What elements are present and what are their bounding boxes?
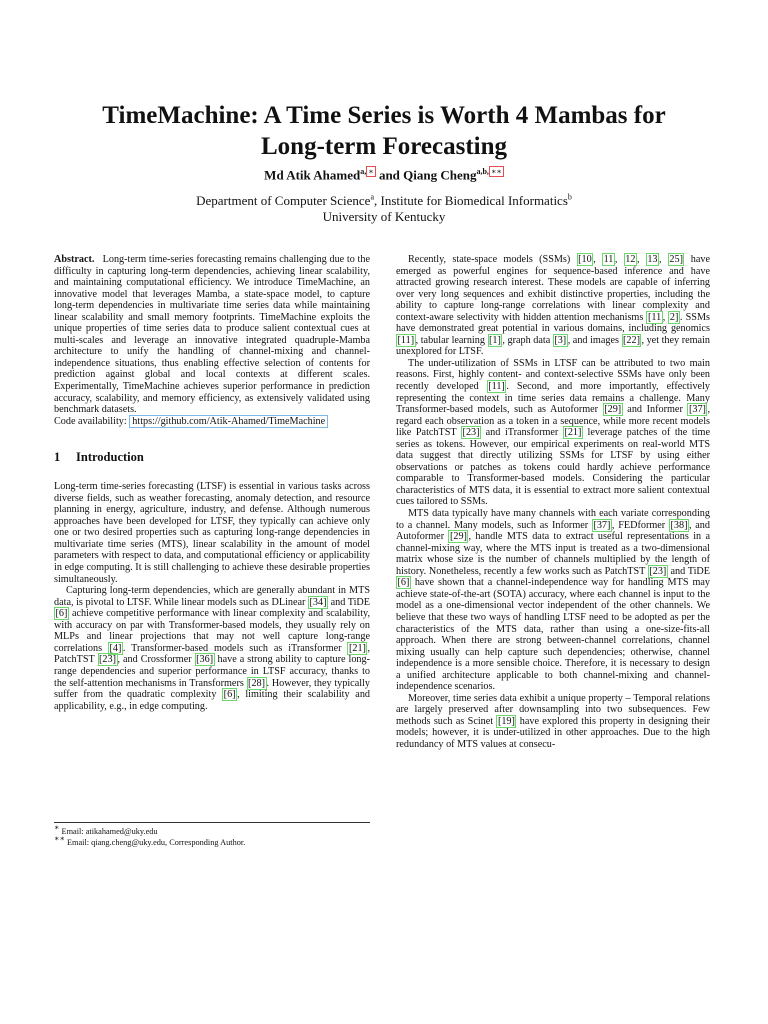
paragraph-text: . SSMs have demonstrated great potential in various domains, including genomics <box>396 311 711 335</box>
citation-link[interactable]: [22] <box>623 334 640 346</box>
section-title: Introduction <box>76 450 144 465</box>
paragraph-text: , regard each observation as a token in a sequence, while more recent models like PatchTST <box>396 404 710 439</box>
downsampling-paragraph <box>396 693 710 751</box>
paragraph-text: and Informer <box>622 404 688 416</box>
channel-paragraph <box>396 508 710 693</box>
citation-link[interactable]: 11 <box>603 254 614 265</box>
citation-link[interactable]: [36] <box>196 654 214 666</box>
paragraph-text: . Second, and more importantly, effectively representing the context in time series data remains a challenge. Many Transformer-based models, such as Autoformer <box>396 381 711 416</box>
paragraph-text: , <box>614 254 624 265</box>
affiliation-text: Department of Computer Science <box>196 193 371 208</box>
author-name: Qiang Cheng <box>403 167 477 183</box>
citation-link[interactable]: [6] <box>397 577 410 589</box>
author-name: Md Atik Ahamed <box>264 167 361 183</box>
citation-link[interactable]: [21] <box>564 427 582 439</box>
abstract <box>54 254 370 416</box>
underutilization-paragraph <box>396 358 710 508</box>
paragraph-text: , and images <box>567 334 622 346</box>
citation-link[interactable]: [23] <box>649 565 667 577</box>
affiliations <box>40 193 728 225</box>
code-availability-label: Code availability: <box>54 415 127 427</box>
ssm-paragraph <box>396 254 710 358</box>
paragraph-text: , handle MTS data to extract useful representations in a channel-mixing way, where the MTS input is treated as a two-dimensional matrix whose size is the number of channels multiplied by the length of history. Nonetheless, recently a few works such as PatchTST <box>396 531 711 577</box>
citation-link[interactable]: [4] <box>109 642 122 654</box>
citation-link[interactable]: [23] <box>462 427 480 439</box>
paragraph-text: . Transformer-based models such as iTransformer <box>122 642 348 654</box>
section-heading <box>54 450 370 465</box>
paragraph-text: , yet they remain unexplored for LTSF. <box>396 334 710 358</box>
author-separator: and <box>375 167 404 183</box>
paragraph-text: have explored this property in designing their models; however, it is under-utilized in other approaches. Due to the high redundancy of MTS values at consecu- <box>396 715 710 750</box>
paragraph-text: , tabular learning <box>415 334 488 346</box>
citation-link[interactable]: 25] <box>669 254 683 265</box>
section-number: 1 <box>54 450 61 465</box>
citation-link[interactable]: [37] <box>688 404 706 416</box>
footnote-mark: ∗∗ <box>54 834 65 844</box>
footnote-1 <box>54 823 370 837</box>
affiliation-mark: a, <box>360 167 367 176</box>
citation-link[interactable]: 12 <box>625 254 636 265</box>
paper-title <box>40 100 728 162</box>
paragraph-text: , graph data <box>502 334 553 346</box>
footnote-2 <box>54 834 370 848</box>
citation-link[interactable]: 13 <box>647 254 658 265</box>
paragraph-text: The under-utilization of SSMs in LTSF can be attributed to two main reasons. First, highly content- and context-selective SSMs have only been recently developed <box>396 357 710 393</box>
footnote-text: Email: qiang.cheng@uky.edu, Corresponding Author. <box>64 838 246 847</box>
paragraph-text: , and Autoformer <box>396 519 710 543</box>
citation-link[interactable]: [21] <box>348 642 366 654</box>
footnote-text: Email: atikahamed@uky.edu <box>59 827 158 836</box>
affiliation-university: University of Kentucky <box>322 209 446 224</box>
paragraph-text: , and Crossformer <box>117 654 195 666</box>
footnote-mark: ∗ <box>54 823 60 833</box>
citation-link[interactable]: [11] <box>397 334 415 346</box>
paragraph-text: Moreover, time series data exhibit a unique property – Temporal relations are largely preserved after downsampling into two subsequences. Few methods such as Scinet <box>396 692 710 727</box>
paragraph-text: have emerged as powerful engines for sequence-based inference and have attracted growing research interest. These models are capable of inferring over very long sequences and exhibit distinctive properties, including the ability to capture long-range correlations with linear complexity and context-aware selectivity with hidden attention mechanisms <box>396 254 711 323</box>
intro-paragraph-2 <box>54 585 370 712</box>
paragraph-text: , <box>636 254 646 265</box>
affiliation-mark: a,b, <box>476 167 489 176</box>
paragraph-text: , PatchTST <box>54 642 370 666</box>
paragraph-text: Capturing long-term dependencies, which are generally abundant in MTS data, is pivotal to LTSF. While linear models such as DLinear <box>54 585 370 608</box>
affiliation-mark: b <box>567 192 572 202</box>
footnotes <box>54 823 370 848</box>
paragraph-text: Recently, state-space models (SSMs) <box>408 254 577 265</box>
citation-link[interactable]: [6] <box>55 608 68 620</box>
code-url-link[interactable]: https://github.com/Atik-Ahamed/TimeMachine <box>129 415 328 428</box>
author-list <box>40 166 728 183</box>
paragraph-text: and iTransformer <box>481 427 563 439</box>
paragraph-text: . However, they typically suffer from the quadratic complexity <box>54 677 370 701</box>
right-column <box>396 254 710 751</box>
intro-paragraph-1: Long-term time-series forecasting (LTSF) is essential in various tasks across diverse fields, such as weather forecasting, anomaly detection, and resource planning in energy, agriculture, industry, and defense. Although numerous approaches have been developed for LTSF, they typically can achieve only one or two desired properties such as capturing long-range dependencies in multivariate time series (MTS), linear scalability in the amount of model parameters with respect to data, and computational efficiency or applicability in edge computing. It is still challenging to achieve these desirable properties simultaneously. <box>54 481 370 585</box>
paragraph-text: , FEDformer <box>611 519 669 531</box>
citation-link[interactable]: [1] <box>489 334 501 346</box>
paragraph-text: , <box>593 254 603 265</box>
footnote-divider <box>54 822 370 823</box>
footnote-link[interactable]: ∗∗ <box>490 167 502 176</box>
left-column <box>54 254 370 712</box>
paragraph-text: and TiDE <box>328 596 370 608</box>
footnote-link[interactable]: ∗ <box>368 167 374 176</box>
citation-link[interactable]: [10 <box>578 254 592 265</box>
title-line-1: TimeMachine: A Time Series is Worth 4 Mambas for <box>102 102 666 129</box>
citation-link[interactable]: [38] <box>670 519 688 531</box>
abstract-label: Abstract. <box>54 254 95 265</box>
citation-link[interactable]: [19] <box>497 715 515 727</box>
citation-link[interactable]: [29] <box>604 404 622 416</box>
citation-link[interactable]: [34] <box>309 596 327 608</box>
affiliation-text: , Institute for Biomedical Informatics <box>374 193 568 208</box>
paragraph-text: have shown that a channel-independence way for handling MTS may achieve state-of-the-art (SOTA) accuracy, where each channel is input to the model as a one-dimensional vector independent of the other channels. We believe that these two ways of handling LTSF need to be adopted as per the characteristics of the MTS data, rather than using a one-size-fits-all approach. When there are strong between-channel correlations, channel mixing usually can help capture such dependencies; otherwise, channel independence is a more sensible choice. Therefore, it is necessary to design a unified architecture applicable to both channel-mixing and channel-independence scenarios. <box>396 577 710 693</box>
citation-link[interactable]: [3] <box>554 334 567 346</box>
paragraph-text: leverage patches of the time series as tokens. However, our empirical experiments on real-world MTS data suggest that directly utilizing SSMs for LTSF by using either observations or patches as tokens could hardly achieve performance comparable to Transformer-based models. Considering the particular characteristics of MTS data, it is essential to extract more salient contextual cues tailored to SSMs. <box>396 427 711 508</box>
title-line-2: Long-term Forecasting <box>260 133 507 160</box>
citation-link[interactable]: [23] <box>99 654 117 666</box>
code-availability <box>54 416 370 428</box>
citation-link[interactable]: [6] <box>223 689 236 701</box>
paragraph-text: , limiting their scalability and applicability, e.g., in edge computing. <box>54 689 371 712</box>
paragraph-text: MTS data typically have many channels with each variate corresponding to a channel. Many models, such as Informer <box>396 508 710 531</box>
paragraph-text: achieve competitive performance with linear complexity and scalability, with accuracy on par with Transformer-based models, they usually rely on MLPs and linear projections that may not well capture long-range correlations <box>54 608 370 654</box>
citation-link[interactable]: [11 <box>647 311 662 323</box>
affiliation-mark: a <box>370 192 375 202</box>
citation-link[interactable]: [29] <box>449 531 467 543</box>
citation-link[interactable]: [37] <box>593 519 611 531</box>
paragraph-text: , <box>659 254 668 265</box>
paragraph-text: have a strong ability to capture long-range dependencies and superior performance in LTSF accuracy, thanks to the self-attention mechanisms in Transformers <box>54 654 371 689</box>
paragraph-text: and TiDE <box>667 565 710 577</box>
citation-link[interactable]: [28] <box>248 677 266 689</box>
abstract-text: Long-term time-series forecasting remains challenging due to the difficulty in capturing long-term dependencies, achieving linear scalability, and maintaining computational efficiency. We introduce TimeMachine, an innovative model that leverages Mamba, a state-space model, to capture long-term dependencies in multivariate time series data while maintaining linear scalability and small memory footprints. TimeMachine exploits the unique properties of time series data to produce salient contextual cues at multi-scales and leverage an innovative integrated quadruple-Mamba architecture to unify the handling of channel-mixing and channel-independence situations, thus enabling effective selection of contents for prediction against global and local contexts at different scales. Experimentally, TimeMachine achieves superior performance in prediction accuracy, scalability, and memory efficiency, as extensively validated using benchmark datasets. <box>54 254 371 416</box>
paragraph-text: , <box>662 311 669 323</box>
citation-link[interactable]: [11] <box>488 381 505 393</box>
citation-link[interactable]: 2] <box>669 311 679 323</box>
